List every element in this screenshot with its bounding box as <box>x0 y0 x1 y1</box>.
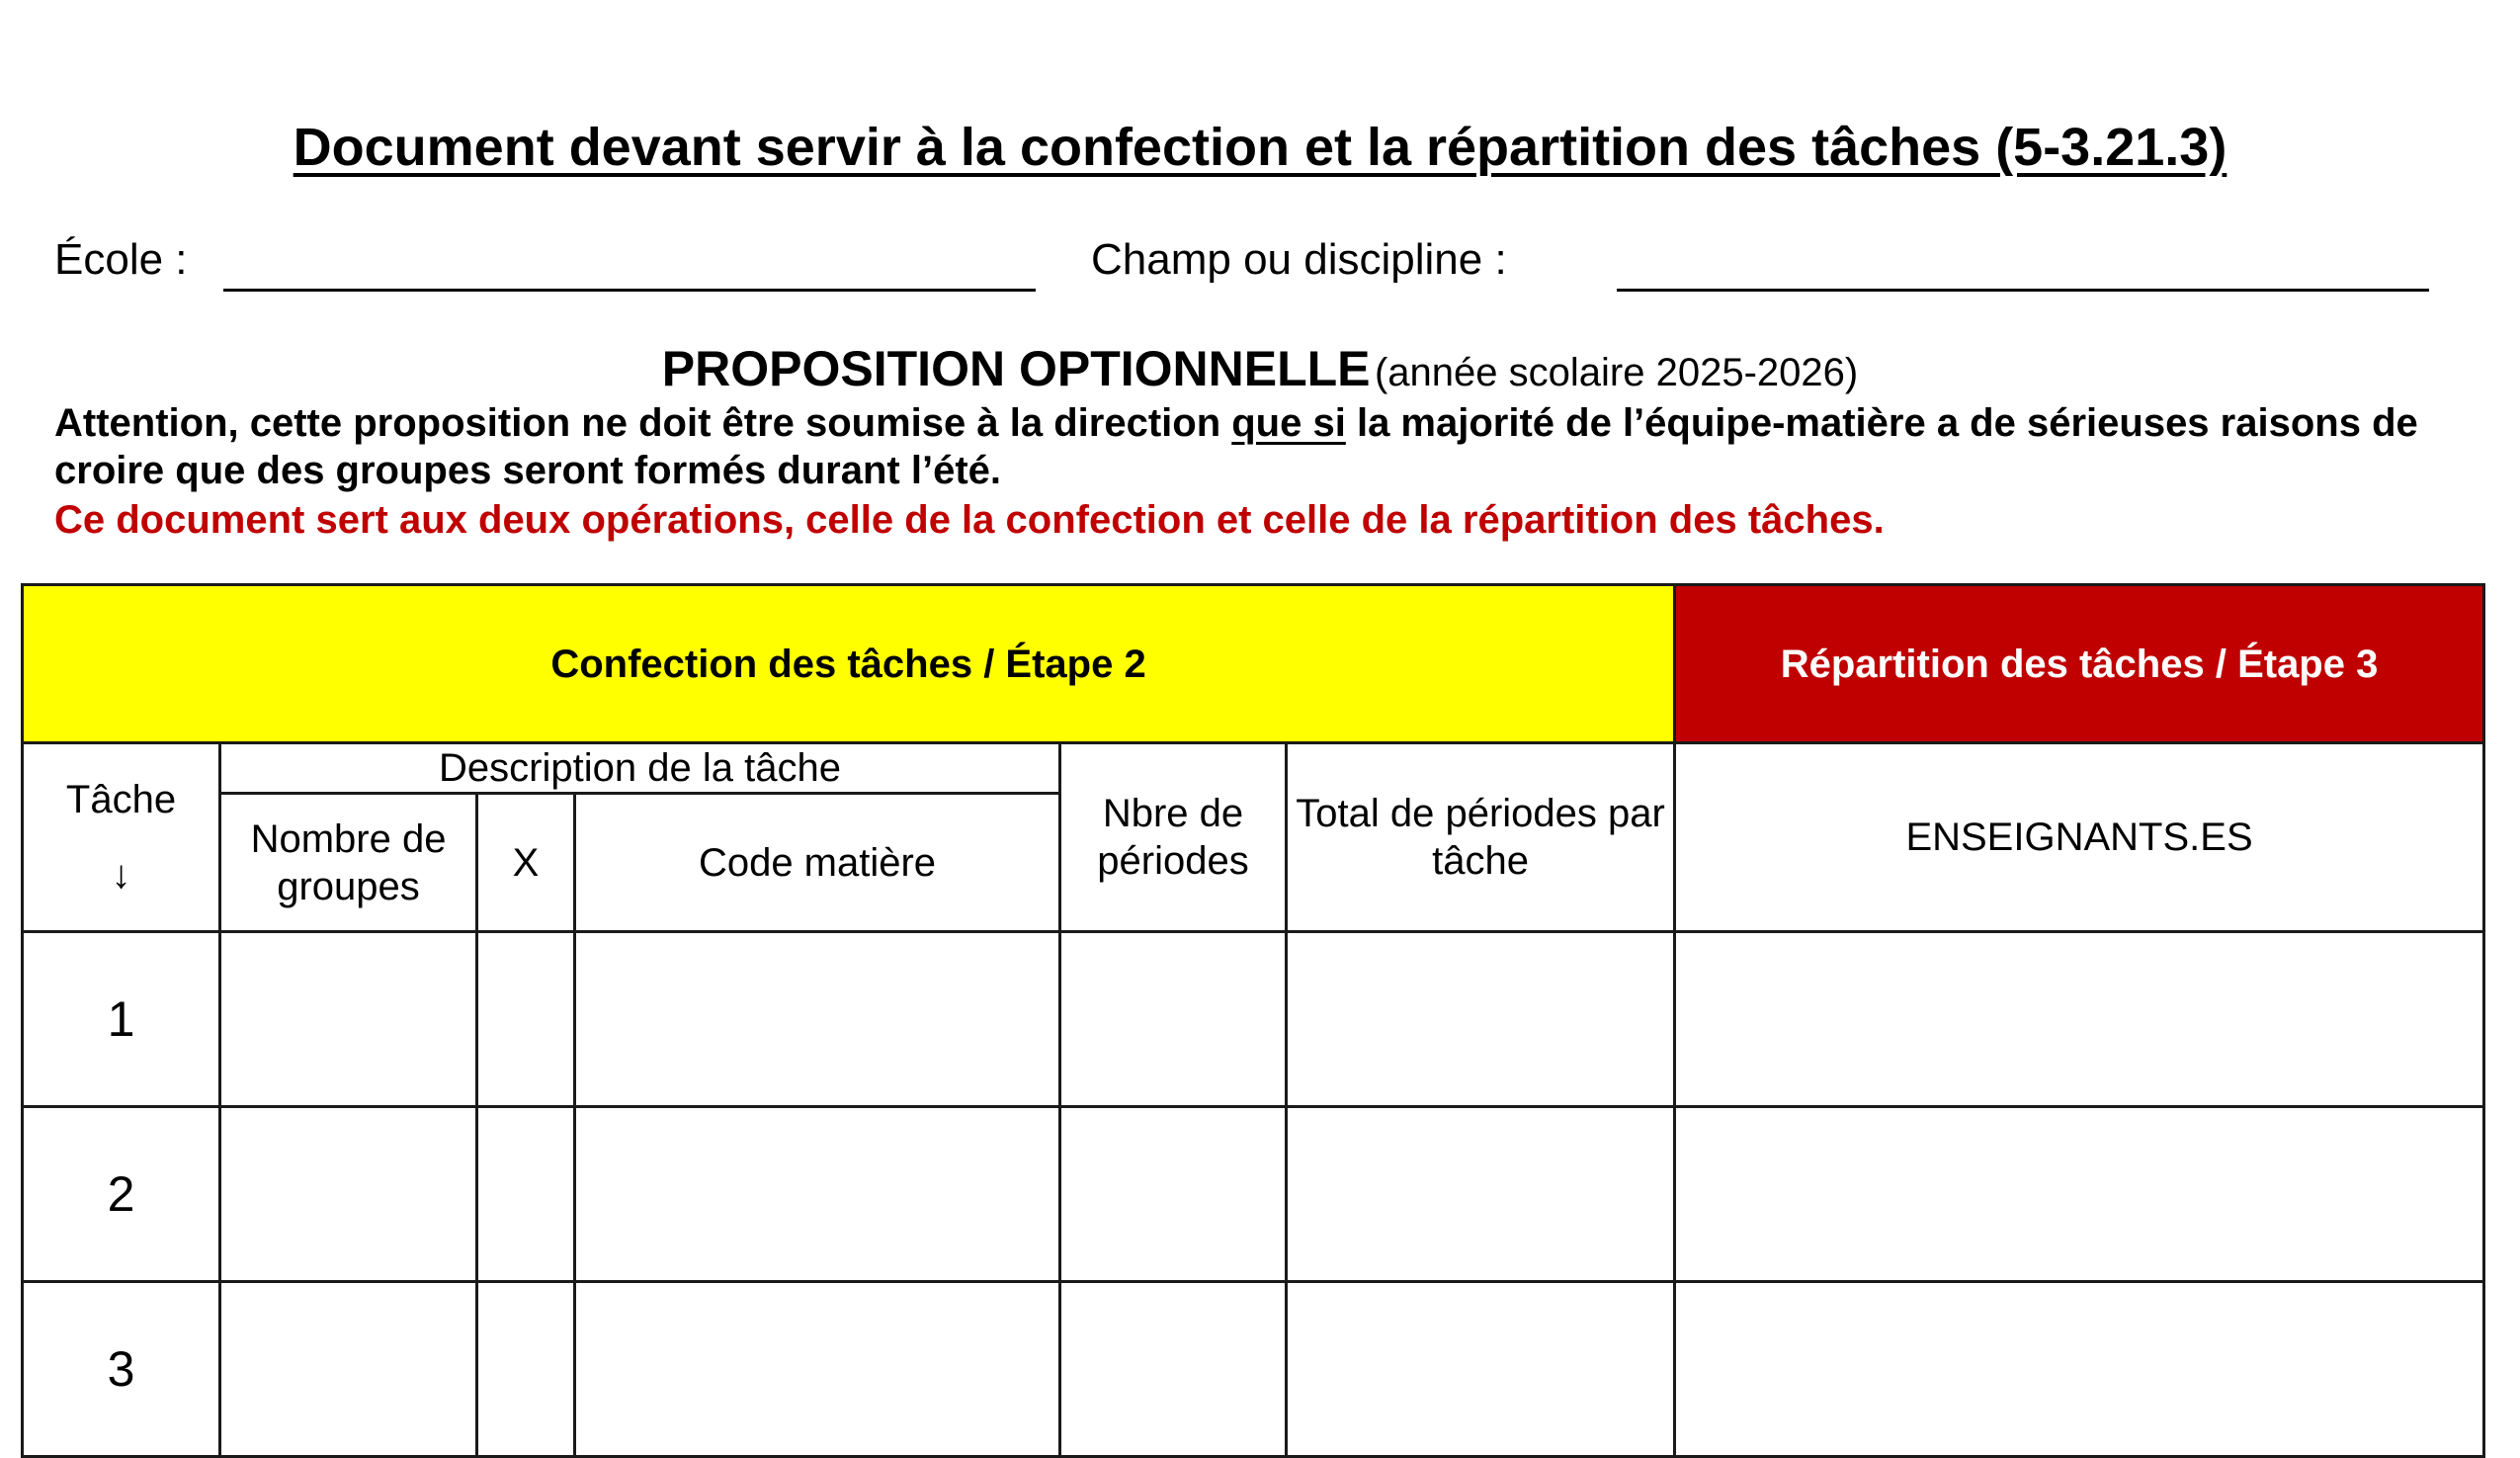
table-row <box>23 932 2484 1107</box>
col-header-tache <box>23 743 220 932</box>
task-table <box>21 583 2485 1458</box>
warning-emphasis: que si <box>1231 401 1346 445</box>
warning-text <box>54 399 2476 494</box>
nombre-groupes-cell[interactable] <box>220 1282 477 1457</box>
code-matiere-cell[interactable] <box>575 1107 1060 1282</box>
confection-header: Confection des tâches / Étape 2 <box>23 585 1675 743</box>
nbre-periodes-cell[interactable] <box>1060 1107 1287 1282</box>
task-number: 2 <box>23 1107 220 1282</box>
enseignant-cell[interactable] <box>1675 1282 2484 1457</box>
total-periodes-cell[interactable] <box>1287 1107 1675 1282</box>
x-cell[interactable] <box>477 1282 575 1457</box>
warning-part2: la majorité de l’équipe-matière a de sérieuses raisons de croire que des groupes seront formés durant l’été. <box>54 401 2418 492</box>
warning-part1: Attention, cette proposition ne doit être soumise à la direction <box>54 401 1232 445</box>
enseignant-cell[interactable] <box>1675 932 2484 1107</box>
tache-label: Tâche <box>65 778 177 821</box>
proposition-heading <box>0 340 2520 397</box>
x-cell[interactable] <box>477 1107 575 1282</box>
x-cell[interactable] <box>477 932 575 1107</box>
table-row <box>23 1282 2484 1457</box>
nombre-groupes-cell[interactable] <box>220 932 477 1107</box>
nbre-periodes-cell[interactable] <box>1060 932 1287 1107</box>
proposition-title: PROPOSITION OPTIONNELLE <box>661 341 1371 396</box>
table-row <box>23 1107 2484 1282</box>
school-label: École : <box>54 235 188 284</box>
red-note: Ce document sert aux deux opérations, celle de la confection et celle de la répartition des tâches. <box>54 498 1885 542</box>
col-header-nbre-periodes: Nbre de périodes <box>1060 743 1287 932</box>
document-title-text: Document devant servir à la confection et la répartition des tâches (5-3.21.3) <box>293 118 2227 177</box>
discipline-label: Champ ou discipline : <box>1091 235 1507 284</box>
col-header-enseignants: ENSEIGNANTS.ES <box>1675 743 2484 932</box>
repartition-header: Répartition des tâches / Étape 3 <box>1675 585 2484 743</box>
task-number: 1 <box>23 932 220 1107</box>
col-header-x: X <box>477 794 575 932</box>
nbre-periodes-cell[interactable] <box>1060 1282 1287 1457</box>
col-header-nombre-groupes: Nombre de groupes <box>220 794 477 932</box>
code-matiere-cell[interactable] <box>575 1282 1060 1457</box>
document-title <box>0 117 2520 178</box>
task-number: 3 <box>23 1282 220 1457</box>
col-header-code-matiere: Code matière <box>575 794 1060 932</box>
description-group-header: Description de la tâche <box>220 743 1060 794</box>
col-header-total-periodes: Total de périodes par tâche <box>1287 743 1675 932</box>
nombre-groupes-cell[interactable] <box>220 1107 477 1282</box>
school-year: (année scolaire 2025-2026) <box>1374 351 1859 394</box>
school-field[interactable] <box>223 289 1036 292</box>
total-periodes-cell[interactable] <box>1287 1282 1675 1457</box>
code-matiere-cell[interactable] <box>575 932 1060 1107</box>
total-periodes-cell[interactable] <box>1287 932 1675 1107</box>
arrow-down-icon: ↓ <box>111 853 131 897</box>
discipline-field[interactable] <box>1617 289 2429 292</box>
enseignant-cell[interactable] <box>1675 1107 2484 1282</box>
